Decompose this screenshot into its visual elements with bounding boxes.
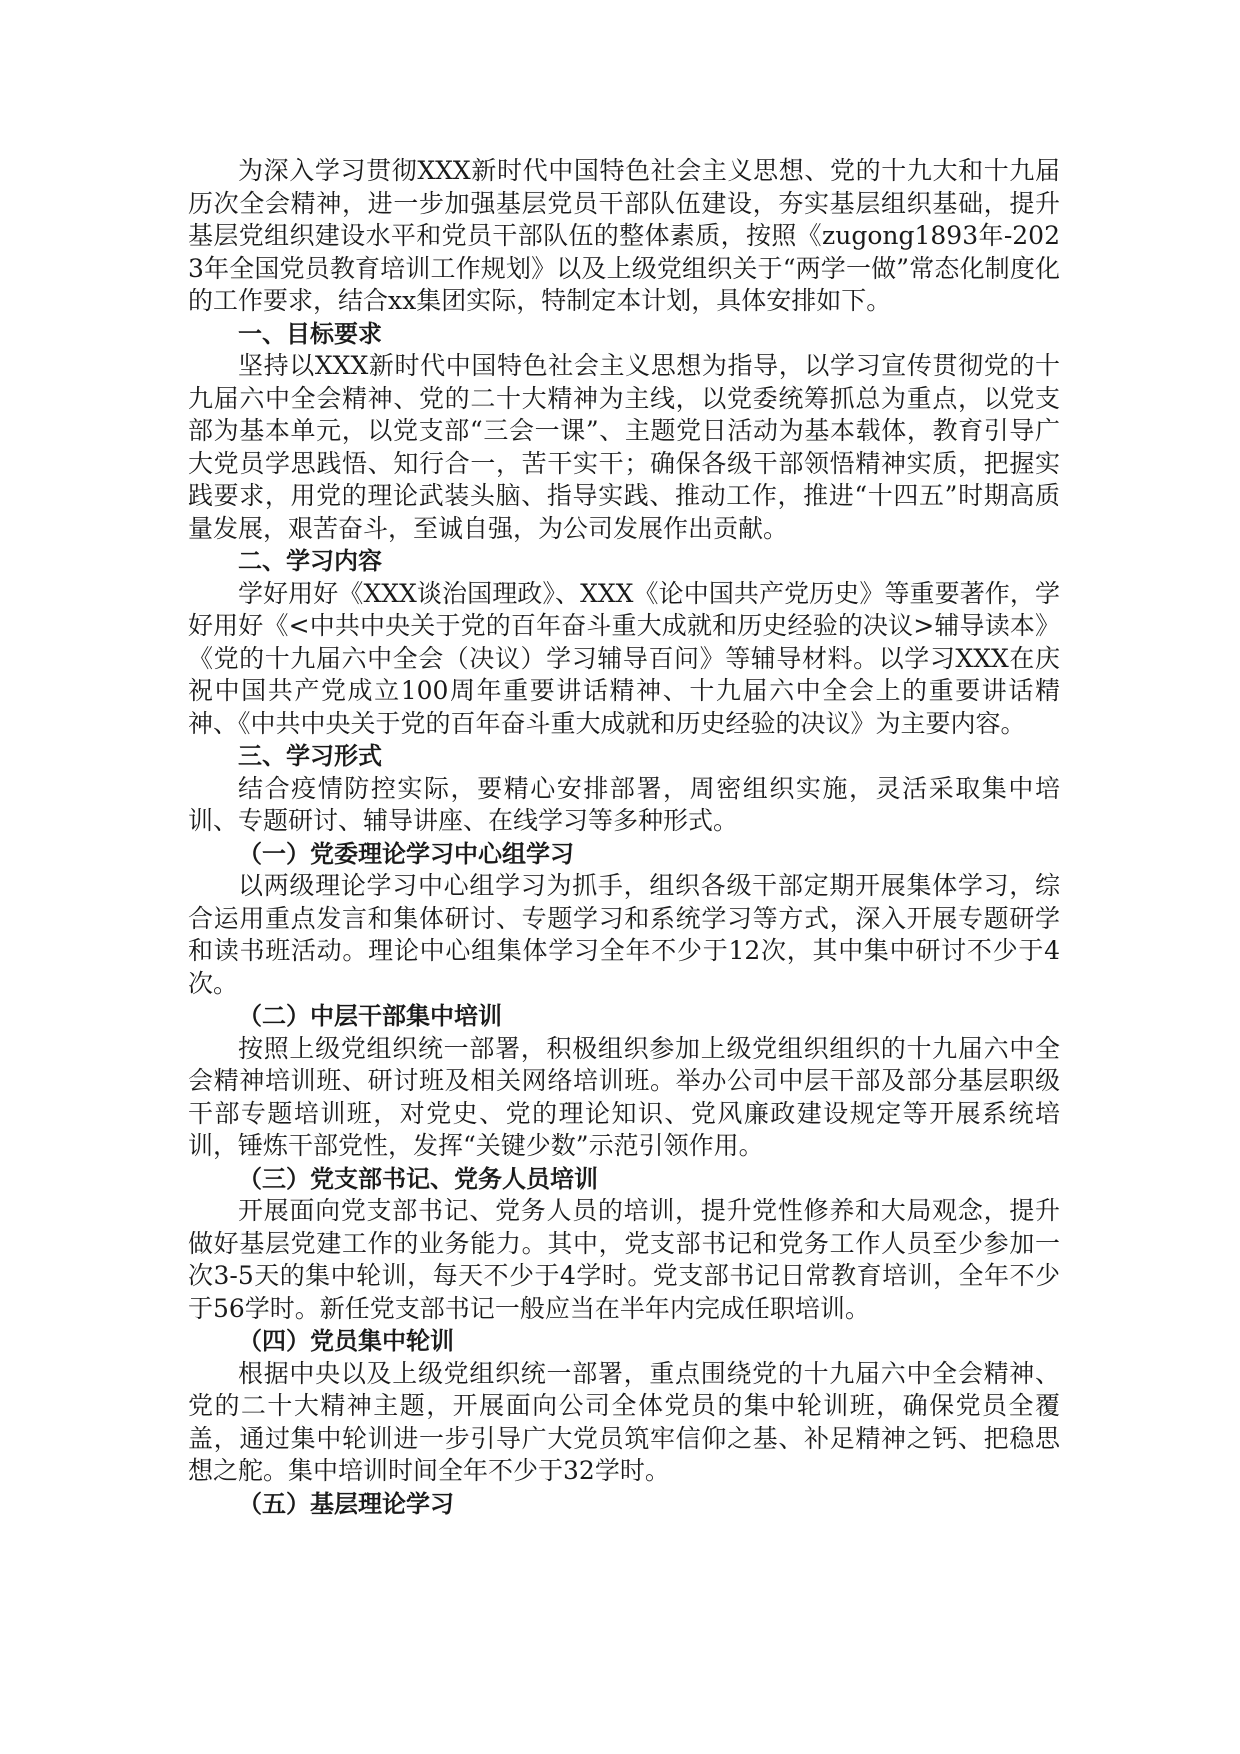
subsection-text-3: 开展面向党支部书记、党务人员的培训，提升党性修养和大局观念，提升做好基层党建工作的业务能力。其中，党支部书记和党务工作人员至少参加一次3-5天的集中轮训，每天不少于4学时。党支部书记日常教育培训，全年不少于56学时。新任党支部书记一般应当在半年内完成任职培训。 [188,1196,1060,1323]
section-text-form: 结合疫情防控实际，要精心安排部署，周密组织实施，灵活采取集中培训、专题研讨、辅导讲座、在线学习等多种形式。 [188,773,1060,835]
intro-paragraph: 为深入学习贯彻XXX新时代中国特色社会主义思想、党的十九大和十九届历次全会精神，进一步加强基层党员干部队伍建设，夯实基层组织基础，提升基层党组织建设水平和党员干部队伍的整体素质，按照《zugong1893年-2023年全国党员教育培训工作规划》以及上级党组织关于“两学一做”常态化制度化的工作要求，结合xx集团实际，特制定本计划，具体安排如下。 [188,156,1060,315]
section-text-goals: 坚持以XXX新时代中国特色社会主义思想为指导，以学习宣传贯彻党的十九届六中全会精神、党的二十大精神为主线，以党委统筹抓总为重点，以党支部为基本单元，以党支部“三会一课”、主题党日活动为基本载体，教育引导广大党员学思践悟、知行合一，苦干实干；确保各级干部领悟精神实质，把握实践要求，用党的理论武装头脑、指导实践、推动工作，推进“十四五”时期高质量发展，艰苦奋斗，至诚自强，为公司发展作出贡献。 [188,351,1060,543]
subsection-heading-3: （三）党支部书记、党务人员培训 [238,1164,598,1193]
subsection-heading-1: （一）党委理论学习中心组学习 [238,839,574,868]
subsection-heading-4: （四）党员集中轮训 [238,1327,454,1355]
section-text-content: 学好用好《XXX谈治国理政》、XXX《论中国共产党历史》等重要著作，学好用好《<中共中央关于党的百年奋斗重大成就和历史经验的决议>辅导读本》《党的十九届六中全会（决议）学习辅导百问》等辅导材料。以学习XXX在庆祝中国共产党成立100周年重要讲话精神、十九届六中全会上的重要讲话精神、《中共中央关于党的百年奋斗重大成就和历史经验的决议》为主要内容。 [188,578,1060,738]
subsection-text-4: 根据中央以及上级党组织统一部署，重点围绕党的十九届六中全会精神、党的二十大精神主题，开展面向公司全体党员的集中轮训班，确保党员全覆盖，通过集中轮训进一步引导广大党员筑牢信仰之基、补足精神之钙、把稳思想之舵。集中培训时间全年不少于32学时。 [188,1358,1060,1485]
subsection-heading-5: （五）基层理论学习 [238,1489,454,1518]
subsection-heading-2: （二）中层干部集中培训 [238,1002,502,1030]
section-heading-goals: 一、目标要求 [238,319,382,348]
document-body [188,155,1060,1520]
section-heading-content: 二、学习内容 [238,547,382,575]
subsection-text-2: 按照上级党组织统一部署，积极组织参加上级党组织组织的十九届六中全会精神培训班、研讨班及相关网络培训班。举办公司中层干部及部分基层职级干部专题培训班，对党史、党的理论知识、党风廉政建设规定等开展系统培训，锤炼干部党性，发挥“关键少数”示范引领作用。 [188,1033,1060,1160]
section-heading-form: 三、学习形式 [238,742,382,770]
subsection-text-1: 以两级理论学习中心组学习为抓手，组织各级干部定期开展集体学习，综合运用重点发言和集体研讨、专题学习和系统学习等方式，深入开展专题研学和读书班活动。理论中心组集体学习全年不少于12次，其中集中研讨不少于4次。 [188,871,1060,998]
